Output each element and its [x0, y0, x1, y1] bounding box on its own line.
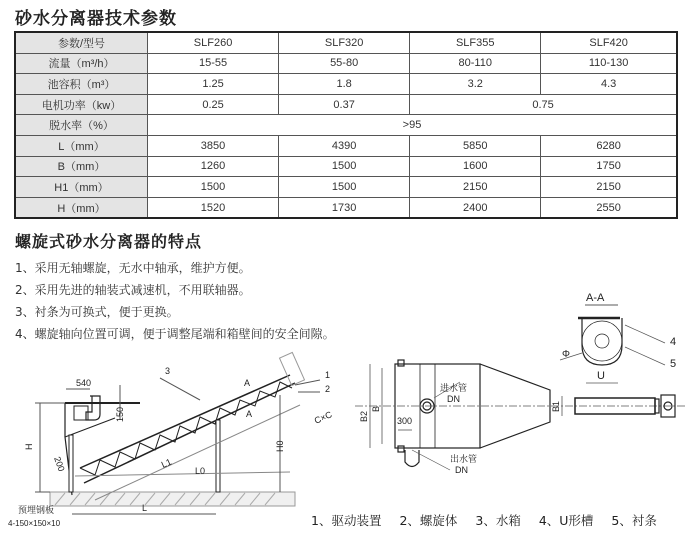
cell: 2150 — [410, 177, 541, 198]
label-1: 1 — [325, 370, 331, 380]
cell: 3.2 — [410, 74, 541, 95]
cell: 1500 — [279, 156, 410, 177]
label-2: 2 — [325, 384, 331, 394]
cell: 4.3 — [541, 74, 677, 95]
dim-U: U — [597, 370, 605, 382]
label-5: 5 — [670, 358, 677, 370]
table-row — [15, 197, 677, 218]
cell: 3850 — [148, 135, 279, 156]
cell: 15-55 — [148, 53, 279, 74]
row-label: B（mm） — [15, 156, 148, 177]
dim-H0: H0 — [275, 440, 285, 452]
cell: 1750 — [541, 156, 677, 177]
table-row — [15, 74, 677, 95]
cell: 5850 — [410, 135, 541, 156]
features-title: 螺旋式砂水分离器的特点 — [15, 232, 203, 251]
legend-item: 5、衬条 — [611, 513, 657, 528]
model-cell: SLF320 — [279, 32, 410, 53]
cell: 1500 — [279, 177, 410, 198]
spec-title: 砂水分离器技术参数 — [15, 9, 177, 29]
cell: 2550 — [541, 197, 677, 218]
cell: 0.75 — [410, 94, 677, 115]
row-label: L（mm） — [15, 135, 148, 156]
dim-CxC: C×C — [312, 409, 334, 426]
dim-B: B — [371, 405, 381, 412]
feature-item: 2、采用先进的轴装式减速机，不用联轴器。 — [15, 283, 251, 297]
model-cell: SLF355 — [410, 32, 541, 53]
dim-L: L — [142, 503, 148, 513]
model-cell: SLF260 — [148, 32, 279, 53]
row-label: 脱水率（%） — [15, 115, 148, 136]
dim-150: 150 — [115, 406, 125, 422]
feature-item: 1、采用无轴螺旋，无水中轴承，维护方便。 — [15, 261, 251, 275]
cell: 1.25 — [148, 74, 279, 95]
cell: 2150 — [541, 177, 677, 198]
cell: 1730 — [279, 197, 410, 218]
table-row — [15, 135, 677, 156]
cell: 0.37 — [279, 94, 410, 115]
table-row — [15, 53, 677, 74]
spec-table — [14, 31, 678, 219]
table-row — [15, 115, 677, 136]
embed-plate-label: 预埋钢板 — [18, 505, 55, 515]
table-row — [15, 177, 677, 198]
cell: 55-80 — [279, 53, 410, 74]
cell: 1520 — [148, 197, 279, 218]
outlet-label: 出水管 — [450, 454, 478, 464]
cell: 0.25 — [148, 94, 279, 115]
dim-B2: B2 — [359, 410, 369, 422]
row-label: 池容积（m³） — [15, 74, 148, 95]
outlet-dn: DN — [455, 465, 468, 475]
row-label: 流量（m³/h） — [15, 53, 148, 74]
dim-300: 300 — [397, 416, 413, 426]
embed-plate-spec: 4-150×150×10 — [8, 519, 61, 528]
legend-item: 4、U形槽 — [538, 513, 594, 528]
dim-L0: L0 — [195, 466, 206, 476]
label-3: 3 — [165, 366, 171, 376]
table-header-row — [15, 32, 677, 53]
dim-H: H — [24, 443, 34, 450]
feature-item: 4、螺旋轴向位置可调，便于调整尾端和箱壁间的安全间隙。 — [15, 327, 335, 341]
inlet-dn: DN — [447, 394, 460, 404]
row-label: H（mm） — [15, 197, 148, 218]
header-label: 参数/型号 — [15, 32, 148, 53]
legend-item: 1、驱动装置 — [311, 513, 382, 528]
model-cell: SLF420 — [541, 32, 677, 53]
section-A-bottom: A — [246, 409, 253, 419]
cell: 80-110 — [410, 53, 541, 74]
section-title: A-A — [586, 292, 605, 304]
table-row — [15, 94, 677, 115]
section-A-top: A — [244, 378, 251, 388]
row-label: 电机功率（kw） — [15, 94, 148, 115]
cell: 1260 — [148, 156, 279, 177]
feature-item: 3、衬条为可换式，便于更换。 — [15, 305, 179, 319]
phi-symbol: Φ — [562, 349, 570, 360]
inlet-label: 进水管 — [440, 383, 468, 393]
cell: 1600 — [410, 156, 541, 177]
legend-item: 2、螺旋体 — [399, 513, 458, 528]
section-aa-diagram — [550, 285, 691, 385]
parts-legend — [311, 511, 671, 529]
side-elevation-diagram — [0, 340, 350, 540]
dim-L1: L1 — [159, 456, 173, 470]
row-label: H1（mm） — [15, 177, 148, 198]
label-4: 4 — [670, 336, 677, 348]
cell: 2400 — [410, 197, 541, 218]
legend-item: 3、水箱 — [475, 513, 521, 528]
cell: 6280 — [541, 135, 677, 156]
cell: 110-130 — [541, 53, 677, 74]
dim-540: 540 — [76, 378, 92, 388]
table-row — [15, 156, 677, 177]
dim-B1: B1 — [551, 400, 561, 412]
dim-200: 200 — [52, 455, 67, 473]
cell: 1500 — [148, 177, 279, 198]
cell: 1.8 — [279, 74, 410, 95]
cell: >95 — [148, 115, 678, 136]
cell: 4390 — [279, 135, 410, 156]
